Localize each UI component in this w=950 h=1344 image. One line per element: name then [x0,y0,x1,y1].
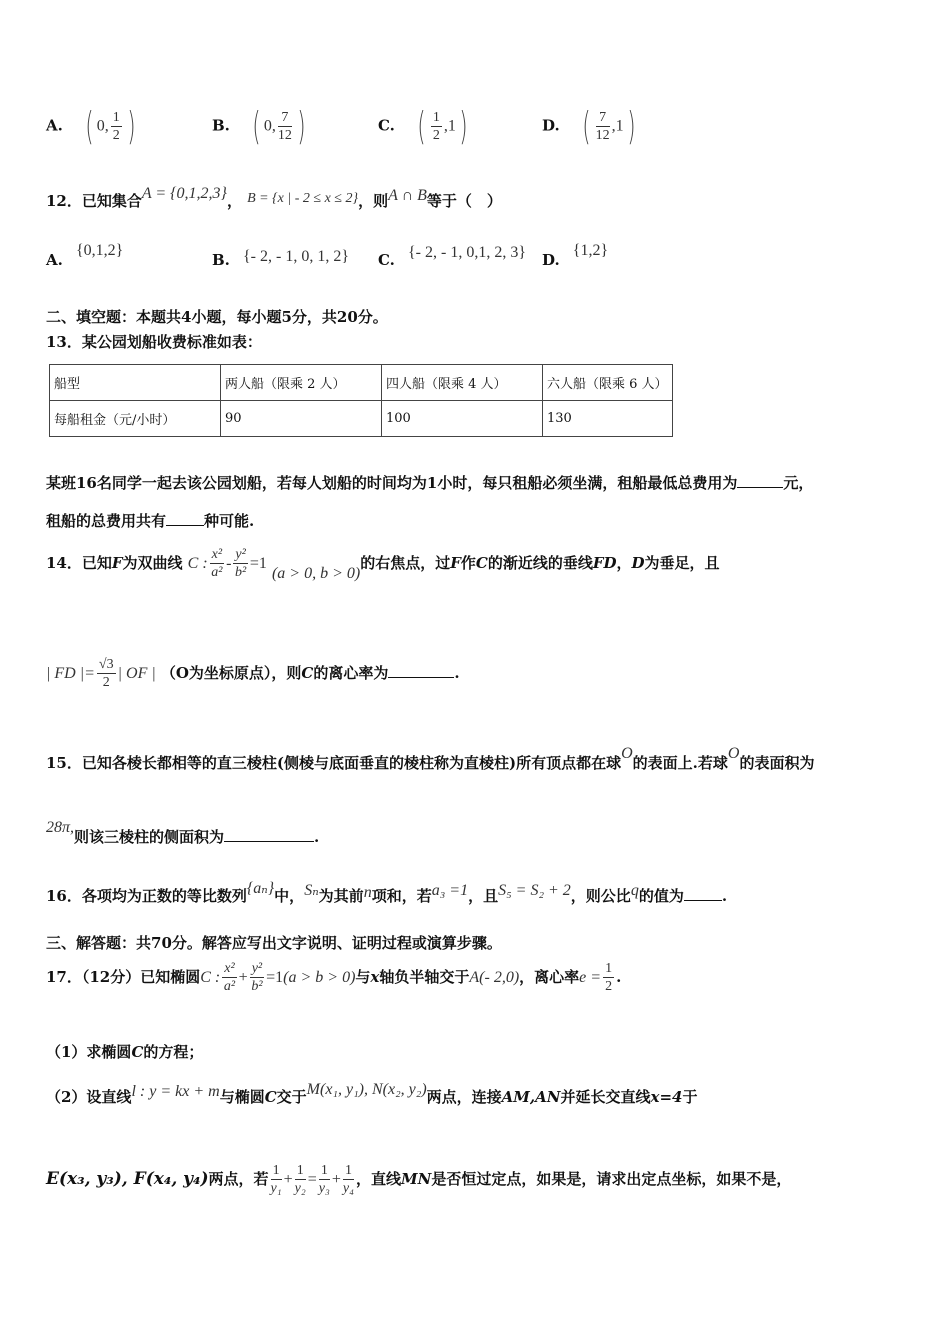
choice-letter: D. [542,116,560,135]
q14-line1: 14．已知F为双曲线 C : $\frac{\text{x²}}{\text{a²}}$ - $\frac{\text{y²}}{\text{b²}}$ =1 (a > 0, b > 0)的右焦点，过F作C的渐近线的垂线FD，D为垂足，且 [46,547,720,582]
q15-line2: 28π,则该三棱柱的侧面积为 . [46,819,320,846]
fraction: $\frac{\text{x²}}{\text{a²}}$ [223,961,236,994]
interval-left: 0 [96,117,105,135]
q13-text-line1: 某班16名同学一起去该公园划船，若每人划船的时间均为1小时，每只租船必须坐满，租船最低总费用为 元， [46,474,814,492]
answer-blank[interactable] [388,663,454,678]
table-cell: 六人船（限乘 6 人） [543,365,673,401]
sphere-o: O [621,745,633,762]
answer-blank[interactable] [166,511,204,526]
table-row [50,401,673,437]
answer-blank[interactable] [737,473,783,488]
table-header-row [50,365,673,401]
fraction: $\frac{1}{\text{y₁}}$ [270,1163,282,1196]
fraction: $\frac{7}{12}$ [277,109,292,143]
choice-letter: C. [378,116,395,135]
q12-stem: 12．已知集合A = {0,1,2,3}， B = {x | - 2 ≤ x ≤ 2}，则A ∩ B等于（ ） [46,185,502,210]
choice-text: {- 2, - 1, 0, 1, 2} [243,248,350,265]
line-l: l : y = kx + m [131,1083,220,1100]
q13-text-line2: 租船的总费用共有 种可能. [46,512,255,530]
fraction: $\frac{1}{2}$ [432,109,440,143]
q17-stem: 17．（12分）已知椭圆C : $\frac{\text{x²}}{\text{a²}}$ + $\frac{\text{y²}}{\text{b²}}$ =1(a > b > 0)与x轴负半轴交于A(- 2,0)，离心率e = $\frac{1}{2}$ . [46,961,622,994]
interval-left: 0 [263,117,272,135]
fee-table [49,364,673,437]
q12-choice-c: C. {- 2, - 1, 0,1, 2, 3} [378,244,527,269]
lhs: | FD |= [46,665,95,682]
left-paren: ( [417,104,426,148]
fraction: $\frac{\text{y²}}{\text{b²}}$ [235,547,247,580]
intersection: A ∩ B [388,187,427,204]
fraction: $\frac{1}{2}$ [112,109,120,143]
table-cell: 100 [382,401,543,437]
interval-right: 1 [447,117,456,135]
table-cell: 两人船（限乘 2 人） [221,365,382,401]
q13-intro: 13．某公园划船收费标准如表： [46,333,262,351]
q12-choice-b: B. {- 2, - 1, 0, 1, 2} [212,248,350,269]
table-cell: 90 [221,401,382,437]
fraction: $\frac{1}{\text{y₂}}$ [294,1163,306,1196]
table-cell: 130 [543,401,673,437]
q11-choice-b: B. ( 0, $\frac{7}{12}$ ) [212,104,306,148]
q11-choice-a: A. ( 0, $\frac{1}{2}$ ) [46,104,136,148]
q12-choice-d: D. {1,2} [542,242,609,269]
table-cell: 四人船（限乘 4 人） [382,365,543,401]
answer-blank[interactable] [224,827,314,842]
sequence: {aₙ} [246,880,275,897]
choice-text: {- 2, - 1, 0,1, 2, 3} [408,244,527,261]
q12-prefix: 12．已知集合 [46,192,142,210]
right-paren: ) [626,104,636,148]
var-f: F [111,554,123,572]
rhs: | OF | [117,665,156,682]
q11-choice-c: C. ( $\frac{1}{2}$ ,1) [378,104,468,148]
q11-choice-d: D. ( $\frac{7}{12}$ ,1) [542,104,636,148]
q16-line: 16．各项均为正数的等比数列{aₙ}中，Sₙ为其前n项和，若a₃ =1，且S₅ = S₂ + 2，则公比q的值为 . [46,880,728,905]
q17-part2-line1: （2）设直线l : y = kx + m与椭圆C交于M(x₁, y₁), N(x₂, y₂)两点，连接AM,AN并延长交直线x=4于 [46,1081,698,1106]
q17-part2-line2: E(x₃, y₃), F(x₄, y₄)两点，若 $\frac{1}{\text{y₁}}$ + $\frac{1}{\text{y₂}}$ = $\frac{1}{\text{y₃}}$ + $\frac{1}{\text{y₄}}$ ，直线MN是否恒过定点，如果是，请求出定点坐标，如果不是， [46,1163,792,1196]
right-paren: ) [459,104,468,148]
curve-label: C : [187,555,208,572]
q12-choice-a: A. {0,1,2} [46,242,124,269]
section-3-heading: 三、解答题：共70分。解答应写出文字说明、证明过程或演算步骤。 [46,934,502,952]
fraction: $\frac{\text{x²}}{\text{a²}}$ [211,547,223,580]
fraction: $\frac{1}{\text{y₃}}$ [318,1163,330,1196]
condition: (a > b > 0) [283,969,356,986]
points-mn: M(x₁, y₁), N(x₂, y₂) [306,1081,427,1098]
right-paren: ) [127,104,136,148]
points-ef: E(x₃, y₃), F(x₄, y₄) [46,1169,209,1189]
choice-letter: A. [46,116,63,135]
left-paren: ( [85,104,94,148]
table-cell: 船型 [50,365,221,401]
choice-text: {0,1,2} [75,242,124,259]
fraction: $\frac{1}{2}$ [605,961,613,994]
set-a: A = {0,1,2,3} [141,185,227,202]
answer-blank[interactable] [684,886,722,901]
condition: (a > 0, b > 0) [271,565,361,582]
q14-line2: | FD |= $\frac{√3}{2}$ | OF | （O为坐标原点），则C的离心率为 . [46,657,460,690]
fraction: $\frac{\text{y²}}{\text{b²}}$ [251,961,263,994]
section-2-heading: 二、填空题：本题共4小题，每小题5分，共20分。 [46,308,388,326]
fraction: $\frac{7}{12}$ [595,109,610,143]
q17-part1: （1）求椭圆C的方程； [46,1043,204,1061]
point-a: A(- 2,0) [469,969,520,986]
right-paren: ) [297,104,306,148]
surface-area: 28π, [46,819,75,836]
fraction: $\frac{√3}{2}$ [98,657,114,690]
fraction: $\frac{1}{\text{y₄}}$ [342,1163,355,1196]
table-cell: 每船租金（元/小时） [50,401,221,437]
left-paren: ( [252,104,261,148]
left-paren: ( [582,104,591,148]
q15-line1: 15．已知各棱长都相等的直三棱柱(侧棱与底面垂直的棱柱称为直棱柱)所有顶点都在球O的表面上.若球O的表面积为 [46,745,815,772]
set-b: B = {x | - 2 ≤ x ≤ 2} [247,191,359,206]
interval-right: 1 [615,117,624,135]
choice-letter: B. [212,116,230,135]
choice-text: {1,2} [572,242,609,259]
